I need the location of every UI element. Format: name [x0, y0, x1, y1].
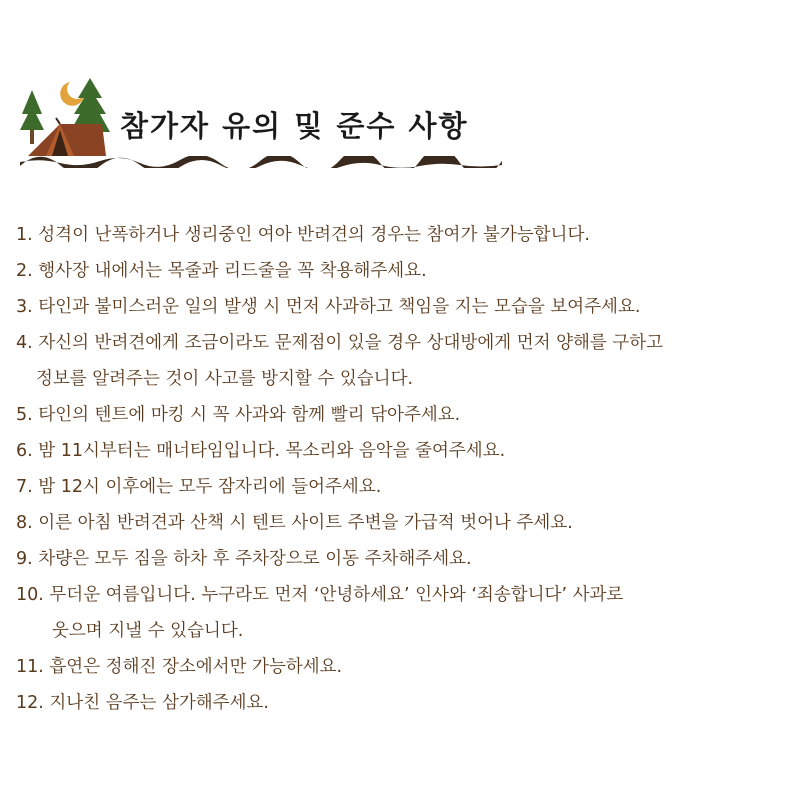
- rule-item-5: 5. 타인의 텐트에 마킹 시 꼭 사과와 함께 빨리 닦아주세요.: [16, 405, 461, 425]
- rule-item-2: 2. 행사장 내에서는 목줄과 리드줄을 꼭 착용해주세요.: [16, 261, 427, 281]
- rule-item-11: 11. 흡연은 정해진 장소에서만 가능하세요.: [16, 657, 343, 677]
- rule-item-3: 3. 타인과 불미스러운 일의 발생 시 먼저 사과하고 책임을 지는 모습을 보여주세요.: [16, 297, 641, 317]
- header: [18, 74, 502, 174]
- rule-item-4: 4. 자신의 반려견에게 조금이라도 문제점이 있을 경우 상대방에게 먼저 양해를 구하고: [16, 333, 664, 353]
- title-underline: [20, 156, 502, 168]
- rule-item-12: 12. 지나친 음주는 삼가해주세요.: [16, 693, 269, 713]
- rule-item-1: 1. 성격이 난폭하거나 생리중인 여아 반려견의 경우는 참여가 불가능합니다.: [16, 225, 590, 245]
- rule-item-4-continued: 정보를 알려주는 것이 사고를 방지할 수 있습니다.: [36, 369, 414, 389]
- rule-item-9: 9. 차량은 모두 짐을 하차 후 주차장으로 이동 주차해주세요.: [16, 549, 472, 569]
- rule-item-10-continued: 웃으며 지낼 수 있습니다.: [52, 621, 244, 641]
- rule-item-6: 6. 밤 11시부터는 매너타임입니다. 목소리와 음악을 줄여주세요.: [16, 441, 506, 461]
- page-title: 참가자 유의 및 준수 사항: [120, 109, 469, 143]
- rule-item-10: 10. 무더운 여름입니다. 누구라도 먼저 ‘안녕하세요’ 인사와 ‘죄송합니다’ 사과로: [16, 585, 624, 605]
- camping-tent-icon: [18, 74, 112, 160]
- rule-item-8: 8. 이른 아침 반려견과 산책 시 텐트 사이트 주변을 가급적 벗어나 주세요.: [16, 513, 573, 533]
- rule-item-7: 7. 밤 12시 이후에는 모두 잠자리에 들어주세요.: [16, 477, 382, 497]
